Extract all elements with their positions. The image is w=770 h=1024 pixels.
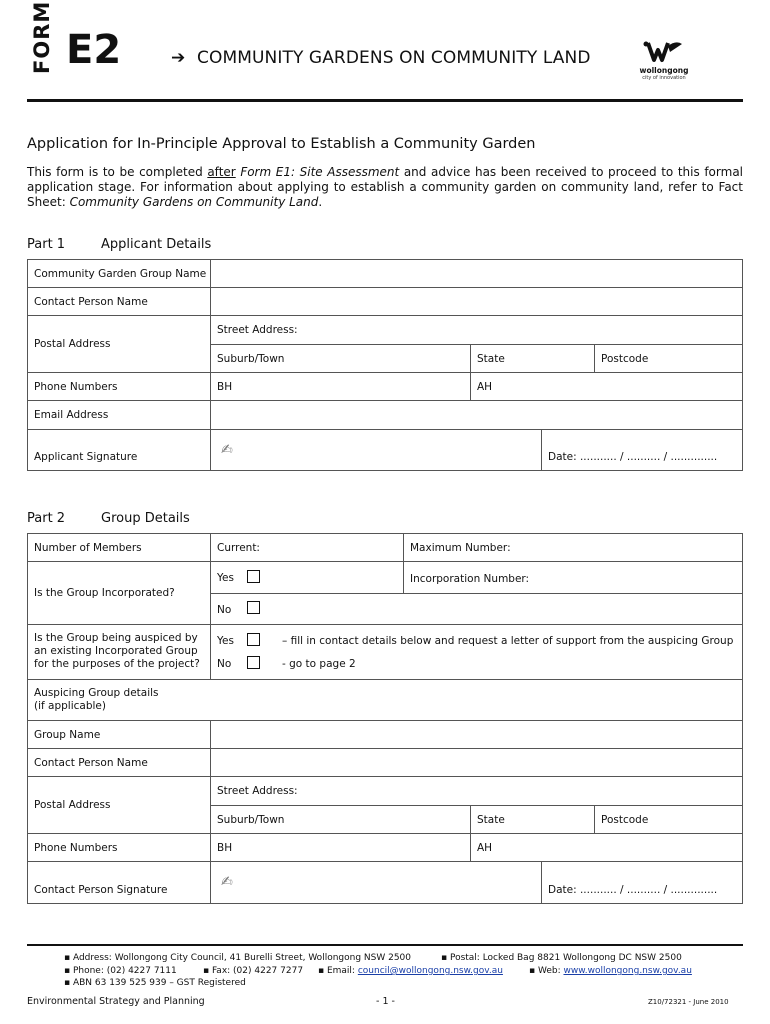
p1-ah-label: AH [477, 381, 493, 393]
p1-street-label: Street Address: [217, 324, 298, 336]
p2-auspiced-label-cell [27, 624, 211, 680]
p1-phone-label: Phone Numbers [34, 381, 118, 393]
p1-contact-label: Contact Person Name [34, 296, 148, 308]
p1-state-field[interactable] [470, 344, 595, 373]
logo-tagline: city of innovation [642, 75, 686, 81]
p2-date-field[interactable] [541, 861, 743, 904]
p2-aus-no-checkbox[interactable] [247, 656, 260, 669]
intro-after: after [207, 165, 236, 179]
form-word: FORM [30, 0, 54, 74]
p1-signature-label-cell [27, 429, 211, 471]
p2-contact-label-cell [27, 748, 211, 777]
p2-incorporated-no-cell [210, 593, 743, 625]
p2-bh-label: BH [217, 842, 233, 854]
p1-street-field[interactable] [210, 315, 743, 345]
p1-phone-label-cell [27, 372, 211, 401]
p2-signature-label-cell [27, 861, 211, 904]
p2-inc-no-checkbox[interactable] [247, 601, 260, 614]
form-code: E2 [66, 27, 122, 73]
p2-incorporated-label: Is the Group Incorporated? [34, 587, 175, 599]
logo-name: wollongong [639, 66, 689, 75]
p2-ah-field[interactable] [470, 833, 743, 862]
p2-aus-yes-checkbox[interactable] [247, 633, 260, 646]
p2-maximum-field[interactable] [403, 533, 743, 562]
footer-divider [27, 944, 743, 946]
p2-street-label: Street Address: [217, 785, 298, 797]
p1-group-name-label: Community Garden Group Name [34, 268, 207, 280]
part1-number: Part 1 [27, 237, 66, 252]
intro-text-1: This form is to be completed [27, 165, 208, 179]
p2-postcode-label: Postcode [601, 814, 649, 826]
footer-web-label: ▪ Web: [529, 966, 564, 976]
p1-date-field[interactable] [541, 429, 743, 471]
p2-ah-label: AH [477, 842, 493, 854]
p1-state-label: State [477, 353, 505, 365]
p2-auspiced-line2: an existing Incorporated Group [34, 645, 198, 657]
p1-postcode-field[interactable] [594, 344, 743, 373]
p2-suburb-field[interactable] [210, 805, 471, 834]
p1-group-name-field[interactable] [210, 259, 743, 288]
p2-suburb-label: Suburb/Town [217, 814, 285, 826]
footer-email-label: ▪ Email: [318, 966, 358, 976]
intro-form-ref: Form E1: Site Assessment [240, 165, 400, 179]
p2-auspiced-line3: for the purposes of the project? [34, 658, 200, 670]
p1-suburb-field[interactable] [210, 344, 471, 373]
footer-phone: ▪ Phone: (02) 4227 7111 [64, 966, 177, 976]
footer-department: Environmental Strategy and Planning [27, 996, 205, 1007]
p1-bh-field[interactable] [210, 372, 471, 401]
footer-fax: ▪ Fax: (02) 4227 7277 [203, 966, 304, 976]
p1-contact-field[interactable] [210, 287, 743, 316]
footer-page-number: - 1 - [376, 996, 395, 1007]
p1-contact-label-cell [27, 287, 211, 316]
p1-group-name-label-cell [27, 259, 211, 288]
p2-aus-no-note: - go to page 2 [282, 658, 356, 670]
header-title: COMMUNITY GARDENS ON COMMUNITY LAND [197, 48, 591, 68]
p2-date-label: Date: ........... / .......... / .............. [548, 884, 718, 896]
p2-postal-label: Postal Address [34, 799, 111, 811]
p1-postal-label: Postal Address [34, 338, 111, 350]
footer-postal: ▪ Postal: Locked Bag 8821 Wollongong DC NSW 2500 [441, 953, 682, 963]
p1-suburb-label: Suburb/Town [217, 353, 285, 365]
part1-title: Applicant Details [101, 237, 212, 252]
footer-web-group [529, 966, 692, 976]
form-label [27, 0, 57, 76]
p1-bh-label: BH [217, 381, 233, 393]
arrow-right-icon: ➔ [171, 48, 186, 68]
p1-email-field[interactable] [210, 400, 743, 430]
p2-incorporation-number-label: Incorporation Number: [410, 573, 530, 585]
p1-email-label: Email Address [34, 409, 109, 421]
p2-auspicing-details-line1: Auspicing Group details [34, 687, 159, 699]
p2-postal-label-cell [27, 776, 211, 834]
p2-incorporated-yes-cell [210, 561, 404, 594]
p2-aus-no-label: No [217, 658, 232, 670]
p1-signature-label: Applicant Signature [34, 451, 138, 463]
p2-aus-yes-note: – fill in contact details below and request a letter of support from the auspicing Group [282, 635, 734, 647]
p2-current-label: Current: [217, 542, 260, 554]
p2-members-label-cell [27, 533, 211, 562]
p2-phone-label: Phone Numbers [34, 842, 118, 854]
p2-auspiced-options-cell [210, 624, 743, 680]
p2-bh-field[interactable] [210, 833, 471, 862]
intro-paragraph [27, 165, 743, 210]
council-logo [624, 40, 704, 90]
p2-state-label: State [477, 814, 505, 826]
p2-members-label: Number of Members [34, 542, 142, 554]
p2-postcode-field[interactable] [594, 805, 743, 834]
p2-auspiced-line1: Is the Group being auspiced by [34, 632, 198, 644]
footer-reference: Z10/72321 - June 2010 [648, 998, 729, 1006]
footer-web-link[interactable]: www.wollongong.nsw.gov.au [563, 966, 692, 976]
p2-contact-label: Contact Person Name [34, 757, 148, 769]
intro-fact-sheet: Community Gardens on Community Land [69, 195, 319, 209]
footer-abn: ▪ ABN 63 139 525 939 – GST Registered [64, 978, 246, 988]
p1-date-label: Date: ........... / .......... / .............. [548, 451, 718, 463]
signature-pen-icon: ✍ [221, 442, 233, 458]
p1-ah-field[interactable] [470, 372, 743, 401]
p1-postal-label-cell [27, 315, 211, 373]
p2-current-field[interactable] [210, 533, 404, 562]
footer-email-link[interactable]: council@wollongong.nsw.gov.au [357, 966, 503, 976]
p1-postcode-label: Postcode [601, 353, 649, 365]
intro-text-2: and advice has been received to proceed to this formal application stage. For information about applying to establish a community garden on community land, refer to Fact Sheet: [27, 165, 744, 209]
p2-street-field[interactable] [210, 776, 743, 806]
p2-incorporated-label-cell [27, 561, 211, 625]
application-title: Application for In-Principle Approval to Establish a Community Garden [27, 136, 536, 152]
p1-signature-field[interactable] [210, 429, 542, 471]
part2-title: Group Details [101, 511, 190, 526]
p2-signature-label: Contact Person Signature [34, 884, 168, 896]
p2-maximum-label: Maximum Number: [410, 542, 511, 554]
footer-address: ▪ Address: Wollongong City Council, 41 Burelli Street, Wollongong NSW 2500 [64, 953, 412, 963]
p2-auspicing-details-line2: (if applicable) [34, 700, 106, 712]
p2-aus-yes-label: Yes [217, 635, 234, 647]
p2-inc-no-label: No [217, 604, 232, 616]
p2-group-name-label-cell [27, 720, 211, 749]
p2-signature-field[interactable] [210, 861, 542, 904]
p2-group-name-label: Group Name [34, 729, 101, 741]
p2-group-name-field[interactable] [210, 720, 743, 749]
p2-incorporation-number-field[interactable] [403, 561, 743, 594]
p1-email-label-cell [27, 400, 211, 430]
part2-number: Part 2 [27, 511, 66, 526]
intro-end: . [318, 195, 323, 209]
p2-contact-field[interactable] [210, 748, 743, 777]
footer-email-group [318, 966, 503, 976]
p2-state-field[interactable] [470, 805, 595, 834]
header-divider [27, 99, 743, 102]
p2-inc-yes-checkbox[interactable] [247, 570, 260, 583]
p2-inc-yes-label: Yes [217, 572, 234, 584]
signature-pen-icon: ✍ [221, 874, 233, 890]
p2-auspicing-details-cell [27, 679, 743, 721]
p2-phone-label-cell [27, 833, 211, 862]
logo-mark-icon [624, 40, 704, 66]
